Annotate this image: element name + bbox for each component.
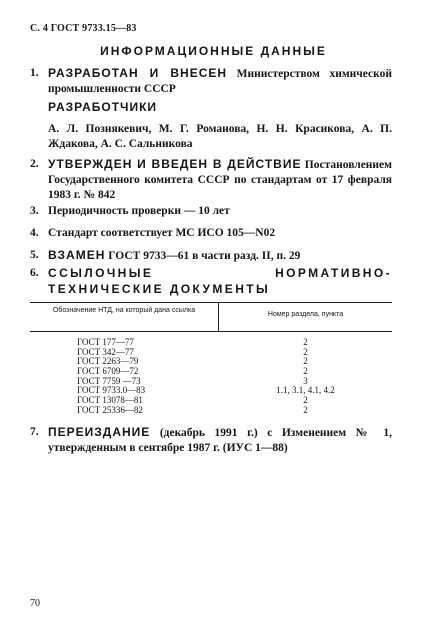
item-number: 6.: [30, 267, 39, 279]
table-cell-document: ГОСТ 9733.0—83: [77, 385, 146, 396]
item-developed-by: [30, 66, 392, 97]
table-top-rule: [30, 302, 392, 303]
table-cell-section: 2: [303, 404, 308, 415]
item-text: Периодичность проверки — 10 лет: [48, 205, 230, 217]
item-reissue: [30, 425, 392, 456]
page-number: 70: [30, 598, 40, 609]
page-header: С. 4 ГОСТ 9733.15—83: [30, 23, 137, 34]
item-text: Министерством химической промышленности СССР: [48, 68, 392, 95]
item-replaces: [30, 248, 392, 264]
item-iso-conformance: [30, 226, 392, 241]
table-cell-document: ГОСТ 6709—72: [77, 366, 139, 377]
item-lead: УТВЕРЖДЕН И ВВЕДЕН В ДЕЙСТВИЕ: [48, 157, 302, 171]
item-number: 1.: [30, 67, 39, 79]
table-header-rule: [30, 331, 392, 332]
table-cell-document: ГОСТ 177—77: [77, 337, 134, 347]
item-number: 7.: [30, 426, 39, 438]
item-lead: РАЗРАБОТАН И ВНЕСЕН: [48, 66, 228, 80]
table-cell-document: ГОСТ 342—77: [77, 346, 134, 357]
item-lead: ВЗАМЕН: [48, 248, 106, 262]
developers-names: А. Л. Познякевич, М. Г. Романова, Н. Н. Красикова, А. П. Ждакова, А. С. Сальникова: [48, 123, 392, 150]
item-number: 5.: [30, 249, 39, 261]
table-cell-section: 2: [303, 356, 308, 367]
table-body: [30, 338, 392, 416]
table-row: [30, 406, 392, 416]
table-cell-section: 2: [303, 366, 308, 377]
item-text: (декабрь 1991 г.) с Изменением № 1, утвержденным в сентябре 1987 г. (ИУС 1—88): [48, 427, 393, 454]
table-cell-section: 2: [303, 395, 308, 406]
item-approved: [30, 157, 392, 203]
reference-table: [30, 302, 392, 420]
developers-heading: РАЗРАБОТЧИКИ: [48, 100, 158, 114]
table-header-document: Обозначение НТД, на который дана ссылка: [52, 307, 196, 314]
table-cell-document: ГОСТ 2263—79: [77, 356, 139, 367]
table-cell-section: 3: [303, 375, 308, 386]
table-cell-document: ГОСТ 13078—81: [77, 395, 143, 406]
item-review-period: [30, 204, 392, 219]
table-cell-document: ГОСТ 25336—82: [77, 404, 143, 415]
table-header-section: Номер раздела, пункта: [267, 311, 344, 318]
item-reference-documents: [30, 266, 392, 298]
item-number: 3.: [30, 205, 39, 217]
table-cell-document: ГОСТ 7759 —73: [77, 375, 141, 386]
item-text: Стандарт соответствует МС ИСО 105—N02: [48, 227, 276, 239]
item-text: ГОСТ 9733—61 в части разд. II, п. 29: [108, 250, 301, 262]
item-text: Постановлением Государственного комитета СССР по стандартам от 17 февраля 1983 г. № 842: [48, 159, 392, 201]
item-number: 2.: [30, 158, 39, 170]
item-number: 4.: [30, 227, 39, 239]
table-cell-section: 2: [303, 346, 308, 357]
table-cell-section: 2: [303, 337, 308, 347]
section-title: ИНФОРМАЦИОННЫЕ ДАННЫЕ: [100, 44, 327, 58]
item-lead: ПЕРЕИЗДАНИЕ: [48, 425, 151, 439]
item-lead: ССЫЛОЧНЫЕ НОРМАТИВНО-ТЕХНИЧЕСКИЕ ДОКУМЕНТЫ: [48, 266, 392, 296]
table-cell-section: 1.1, 3.1, 4.1, 4.2: [276, 385, 335, 396]
